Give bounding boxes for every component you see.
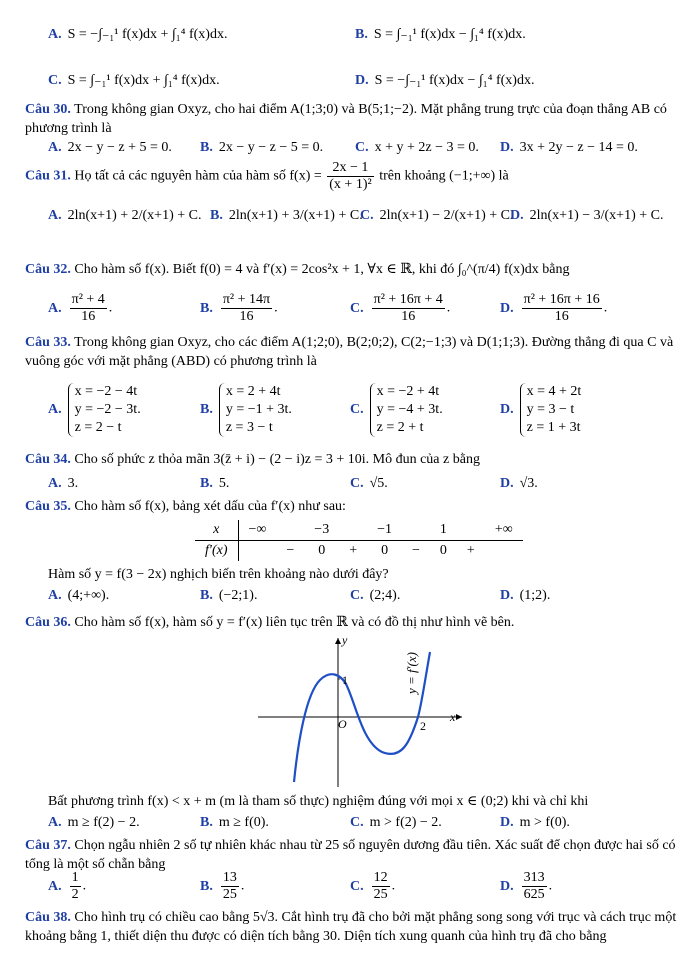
q32-option-c: C. $\frac{\text{π² + 16π + 4}}{16}$ . bbox=[350, 292, 451, 324]
q32-option-d: D. $\frac{\text{π² + 16π + 16}}{16}$ . bbox=[500, 292, 608, 324]
q38-stem: Câu 38. Cho hình trụ có chiều cao bằng 5√3. Cắt hình trụ đã cho bởi mặt phẳng song song với trục và cách trục một khoảng bằng 1, thiết diện thu được có diện tích bằng 30. Diện tích xung quanh của hình trụ đã cho bằng bbox=[25, 910, 677, 944]
q33-option-b: B. x = 2 + 4t y = −1 + 3t. z = 3 − t bbox=[200, 384, 292, 435]
sign-table: x −∞ −3 −1 1 +∞ f′(x) − 0 + 0 − 0 + bbox=[195, 520, 523, 561]
q33-option-a: A. x = −2 − 4t y = −2 − 3t. z = 2 − t bbox=[48, 384, 141, 435]
q31-option-c: C. 2ln(x+1) − 2/(x+1) + C. bbox=[360, 208, 514, 223]
q35-option-a: A. (4;+∞). bbox=[48, 588, 110, 603]
q36-stem: Câu 36. Cho hàm số f(x), hàm số y = f′(x) liên tục trên ℝ và có đồ thị như hình vẽ bên. bbox=[25, 615, 515, 630]
q34-stem: Câu 34. Cho số phức z thỏa mãn 3(z̄ + i) − (2 − i)z = 3 + 10i. Mô đun của z bằng bbox=[25, 452, 480, 467]
y-axis-label: y bbox=[342, 633, 348, 647]
graph-label: y = f′(x) bbox=[404, 652, 419, 694]
q32-stem: Câu 32. Cho hàm số f(x). Biết f(0) = 4 và f′(x) = 2cos²x + 1, ∀x ∈ ℝ, khi đó ∫₀^(π/4) f(x)dx bằng bbox=[25, 262, 570, 277]
q31-option-a: A. 2ln(x+1) + 2/(x+1) + C. bbox=[48, 208, 202, 223]
q30-option-b: B. 2x − y − z − 5 = 0. bbox=[200, 140, 324, 155]
q37-option-b: B. $\frac{13}{25}$ . bbox=[200, 870, 245, 902]
tick-label-2: 2 bbox=[420, 719, 426, 733]
q33-option-c: C. x = −2 + 4t y = −4 + 3t. z = 2 + t bbox=[350, 384, 443, 435]
q30-option-c: C. x + y + 2z − 3 = 0. bbox=[355, 140, 479, 155]
q29-option-d: D. S = −∫₋₁¹ f(x)dx − ∫₁⁴ f(x)dx. bbox=[355, 73, 535, 88]
origin-label: O bbox=[338, 717, 347, 731]
q36-option-c: C. m > f(2) − 2. bbox=[350, 815, 442, 830]
q35-stem: Câu 35. Cho hàm số f(x), bảng xét dấu của f′(x) như sau: bbox=[25, 499, 346, 514]
q36-option-d: D. m > f(0). bbox=[500, 815, 570, 830]
q34-option-c: C. √5. bbox=[350, 476, 388, 491]
q34-option-a: A. 3. bbox=[48, 476, 79, 491]
q31-option-d: D. 2ln(x+1) − 3/(x+1) + C. bbox=[510, 208, 664, 223]
x-axis-label: x bbox=[450, 710, 456, 724]
q29-option-b: B. S = ∫₋₁¹ f(x)dx − ∫₁⁴ f(x)dx. bbox=[355, 27, 526, 42]
q31-stem: Câu 31. Họ tất cả các nguyên hàm của hàm số f(x) = $\frac{2x - 1}{\text{(x + 1)²}}$ trên khoảng (−1;+∞) là bbox=[25, 160, 509, 192]
q36-option-a: A. m ≥ f(2) − 2. bbox=[48, 815, 140, 830]
q37-stem: Câu 37. Chọn ngẫu nhiên 2 số tự nhiên khác nhau từ 25 số nguyên dương đầu tiên. Xác suất để chọn được hai số có tổng là một số chẵn bằng bbox=[25, 838, 676, 872]
q29-option-a: A. S = −∫₋₁¹ f(x)dx + ∫₁⁴ f(x)dx. bbox=[48, 27, 228, 42]
q37-option-c: C. $\frac{12}{25}$ . bbox=[350, 870, 396, 902]
q37-option-a: A. $\frac{1}{2}$ . bbox=[48, 870, 87, 902]
q37-option-d: D. $\frac{313}{625}$ . bbox=[500, 870, 553, 902]
q30-stem: Câu 30. Trong không gian Oxyz, cho hai điểm A(1;3;0) và B(5;1;−2). Mặt phẳng trung trực của đoạn thẳng AB có phương trình là bbox=[25, 102, 667, 136]
q36-option-b: B. m ≥ f(0). bbox=[200, 815, 269, 830]
q34-option-d: D. √3. bbox=[500, 476, 538, 491]
q36-question: Bất phương trình f(x) < x + m (m là tham số thực) nghiệm đúng với mọi x ∈ (0;2) khi và chỉ khi bbox=[48, 794, 589, 809]
q35-option-b: B. (−2;1). bbox=[200, 588, 258, 603]
q35-question: Hàm số y = f(3 − 2x) nghịch biến trên khoảng nào dưới đây? bbox=[48, 567, 389, 582]
q30-option-a: A. 2x − y − z + 5 = 0. bbox=[48, 140, 172, 155]
q32-option-b: B. $\frac{\text{π² + 14π}}{16}$ . bbox=[200, 292, 278, 324]
q35-option-c: C. (2;4). bbox=[350, 588, 401, 603]
q32-option-a: A. $\frac{\text{π² + 4}}{16}$ . bbox=[48, 292, 113, 324]
derivative-graph bbox=[250, 632, 470, 792]
q29-option-c: C. S = ∫₋₁¹ f(x)dx + ∫₁⁴ f(x)dx. bbox=[48, 73, 220, 88]
q31-fraction: $\frac{2x - 1}{\text{(x + 1)²}}$ bbox=[329, 160, 372, 192]
q34-option-b: B. 5. bbox=[200, 476, 230, 491]
q35-option-d: D. (1;2). bbox=[500, 588, 551, 603]
q31-option-b: B. 2ln(x+1) + 3/(x+1) + C. bbox=[210, 208, 363, 223]
q33-option-d: D. x = 4 + 2t y = 3 − t z = 1 + 3t bbox=[500, 384, 582, 435]
q30-option-d: D. 3x + 2y − z − 14 = 0. bbox=[500, 140, 638, 155]
q33-stem: Câu 33. Trong không gian Oxyz, cho các điểm A(1;2;0), B(2;0;2), C(2;−1;3) và D(1;1;3). Đường thẳng đi qua C và vuông góc với mặt phẳng (ABD) có phương trình là bbox=[25, 335, 674, 369]
tick-label-1: 1 bbox=[342, 673, 348, 687]
